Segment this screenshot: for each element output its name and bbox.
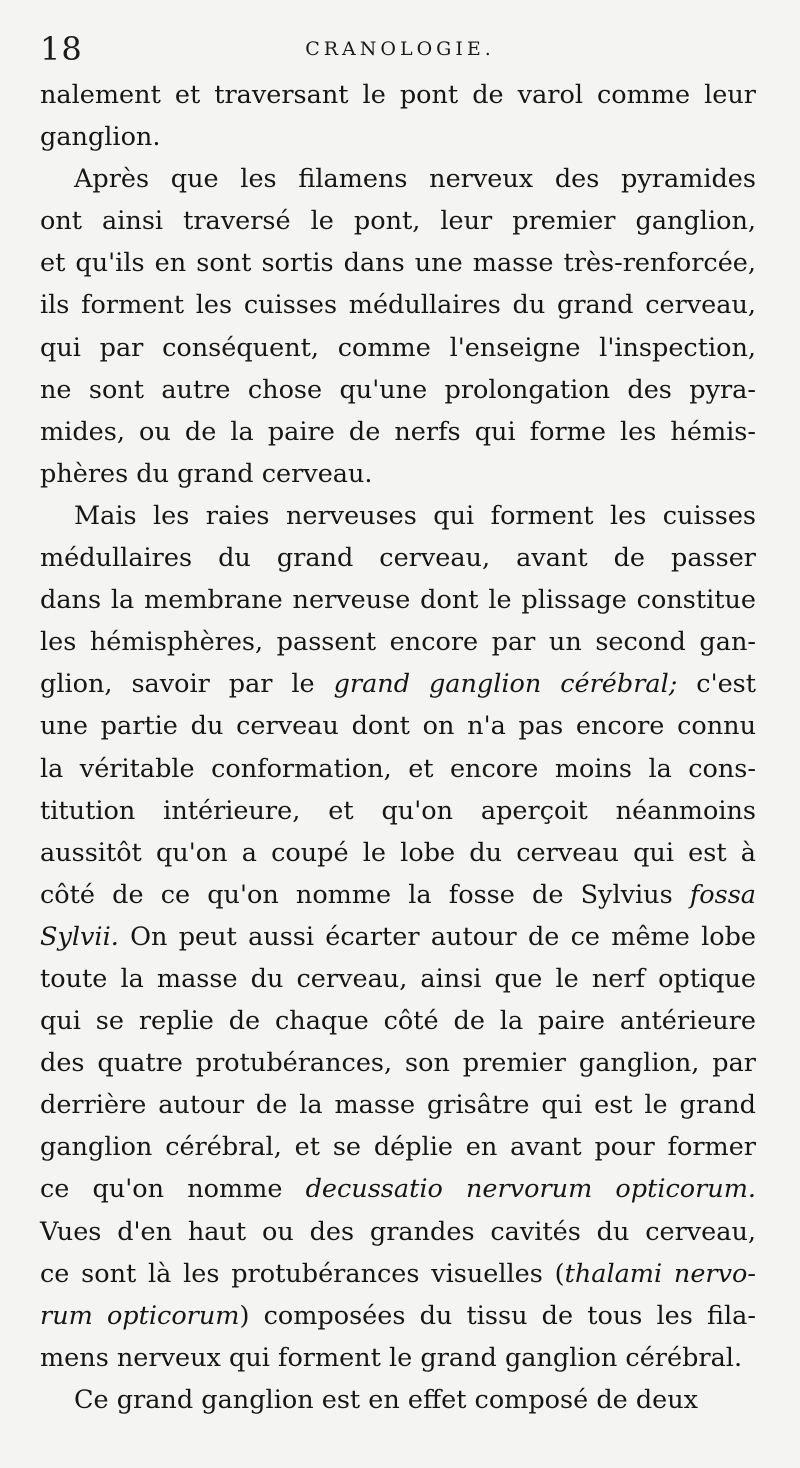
text-line: ganglion cérébral, et se déplie en avant pour former — [40, 1132, 756, 1163]
text-line: dans la membrane nerveuse dont le plissage constitue — [40, 585, 756, 616]
italic-phrase: grand ganglion cérébral; — [333, 669, 678, 700]
text-line: phères du grand cerveau. — [40, 458, 373, 489]
page-header — [40, 30, 760, 74]
italic-phrase: rum opticorum — [40, 1300, 240, 1331]
text-line: qui se replie de chaque côté de la paire antérieure — [40, 1006, 756, 1037]
text-line: ne sont autre chose qu'une prolongation des pyra- — [40, 374, 756, 405]
text-line: ils forment les cuisses médullaires du grand cerveau, — [40, 290, 756, 321]
text-line: rum opticorum) composées du tissu de tous les fila- — [40, 1300, 756, 1331]
text-line: Vues d'en haut ou des grandes cavités du cerveau, — [40, 1216, 756, 1247]
text-line: ont ainsi traversé le pont, leur premier ganglion, — [40, 206, 756, 237]
italic-phrase: decussatio nervorum opticorum. — [305, 1174, 757, 1205]
italic-phrase: Sylvii. — [40, 921, 119, 952]
text-line: des quatre protubérances, son premier ganglion, par — [40, 1048, 756, 1079]
text-line: ganglion. — [40, 122, 161, 153]
text-line: mens nerveux qui forment le grand ganglion cérébral. — [40, 1342, 743, 1373]
text-line: glion, savoir par le grand ganglion cérébral; c'est — [40, 669, 756, 700]
text-line: Après que les filamens nerveux des pyramides — [74, 164, 756, 195]
italic-phrase: fossa — [689, 879, 756, 910]
page-number: 18 — [40, 30, 83, 68]
text-line: nalement et traversant le pont de varol comme leur — [40, 80, 756, 110]
text-line: ce sont là les protubérances visuelles (thalami nervo- — [40, 1258, 756, 1289]
text-line: médullaires du grand cerveau, avant de passer — [40, 543, 756, 574]
text-line: les hémisphères, passent encore par un second gan- — [40, 627, 756, 658]
running-head: CRANOLOGIE. — [305, 38, 495, 60]
text-line: côté de ce qu'on nomme la fosse de Sylvius fossa — [40, 879, 756, 910]
text-line: ce qu'on nomme decussatio nervorum opticorum. — [40, 1174, 757, 1205]
text-line: aussitôt qu'on a coupé le lobe du cerveau qui est à — [40, 837, 756, 868]
body-text — [40, 74, 756, 1421]
italic-phrase: thalami nervo- — [564, 1258, 756, 1289]
text-line: titution intérieure, et qu'on aperçoit néanmoins — [40, 795, 756, 826]
text-line: la véritable conformation, et encore moins la cons- — [40, 753, 756, 784]
text-line: Mais les raies nerveuses qui forment les cuisses — [74, 500, 756, 531]
text-line: qui par conséquent, comme l'enseigne l'inspection, — [40, 332, 756, 363]
text-line: une partie du cerveau dont on n'a pas encore connu — [40, 711, 756, 742]
text-line: Ce grand ganglion est en effet composé de deux — [74, 1384, 699, 1415]
text-line: Sylvii. On peut aussi écarter autour de ce même lobe — [40, 921, 756, 952]
text-line: et qu'ils en sont sortis dans une masse très-renforcée, — [40, 248, 756, 279]
text-line: derrière autour de la masse grisâtre qui est le grand — [40, 1090, 756, 1121]
text-line: mides, ou de la paire de nerfs qui forme les hémis- — [40, 416, 756, 447]
text-line: toute la masse du cerveau, ainsi que le nerf optique — [40, 963, 756, 994]
